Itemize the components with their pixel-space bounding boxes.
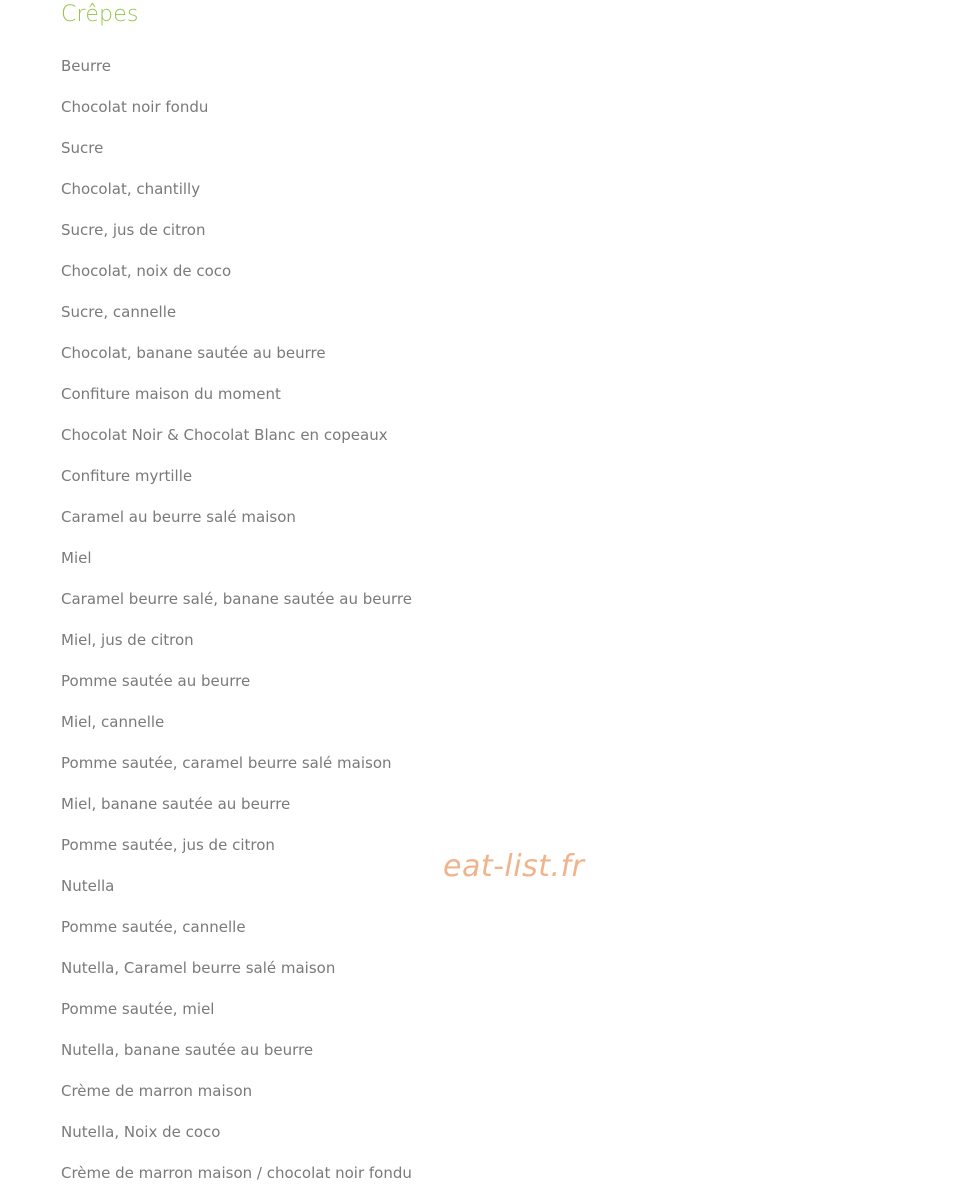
menu-item: Confiture myrtille: [61, 467, 193, 485]
menu-item: Caramel au beurre salé maison: [61, 508, 296, 526]
menu-item: Pomme sautée, cannelle: [61, 918, 246, 936]
menu-item: Beurre: [61, 57, 111, 75]
menu-item: Confiture maison du moment: [61, 385, 281, 403]
menu-item: Chocolat, chantilly: [61, 180, 201, 198]
menu-item: Nutella: [61, 877, 115, 895]
menu-item: Pomme sautée, caramel beurre salé maison: [61, 754, 392, 772]
menu-list: [61, 56, 861, 1204]
menu-item: Chocolat noir fondu: [61, 98, 209, 116]
menu-item: Pomme sautée au beurre: [61, 672, 251, 690]
menu-item: Nutella, banane sautée au beurre: [61, 1041, 314, 1059]
menu-item: Crème de marron maison / chocolat noir fondu: [61, 1164, 412, 1182]
menu-item: Pomme sautée, jus de citron: [61, 836, 275, 854]
menu-item: Sucre: [61, 139, 104, 157]
menu-item: Crème de marron maison: [61, 1082, 253, 1100]
menu-item: Miel, banane sautée au beurre: [61, 795, 291, 813]
menu-item: Sucre, jus de citron: [61, 221, 206, 239]
menu-item: Miel, jus de citron: [61, 631, 194, 649]
watermark: eat-list.fr: [443, 849, 585, 884]
menu-item: Miel: [61, 549, 92, 567]
menu-item: Sucre, cannelle: [61, 303, 177, 321]
menu-item: Nutella, Caramel beurre salé maison: [61, 959, 336, 977]
menu-item: Chocolat, noix de coco: [61, 262, 232, 280]
menu-item: Miel, cannelle: [61, 713, 165, 731]
section-title: Crêpes: [61, 2, 139, 27]
menu-item: Chocolat Noir & Chocolat Blanc en copeaux: [61, 426, 388, 444]
menu-item: Pomme sautée, miel: [61, 1000, 215, 1018]
menu-item: Caramel beurre salé, banane sautée au beurre: [61, 590, 412, 608]
menu-item: Chocolat, banane sautée au beurre: [61, 344, 326, 362]
menu-item: Nutella, Noix de coco: [61, 1123, 221, 1141]
